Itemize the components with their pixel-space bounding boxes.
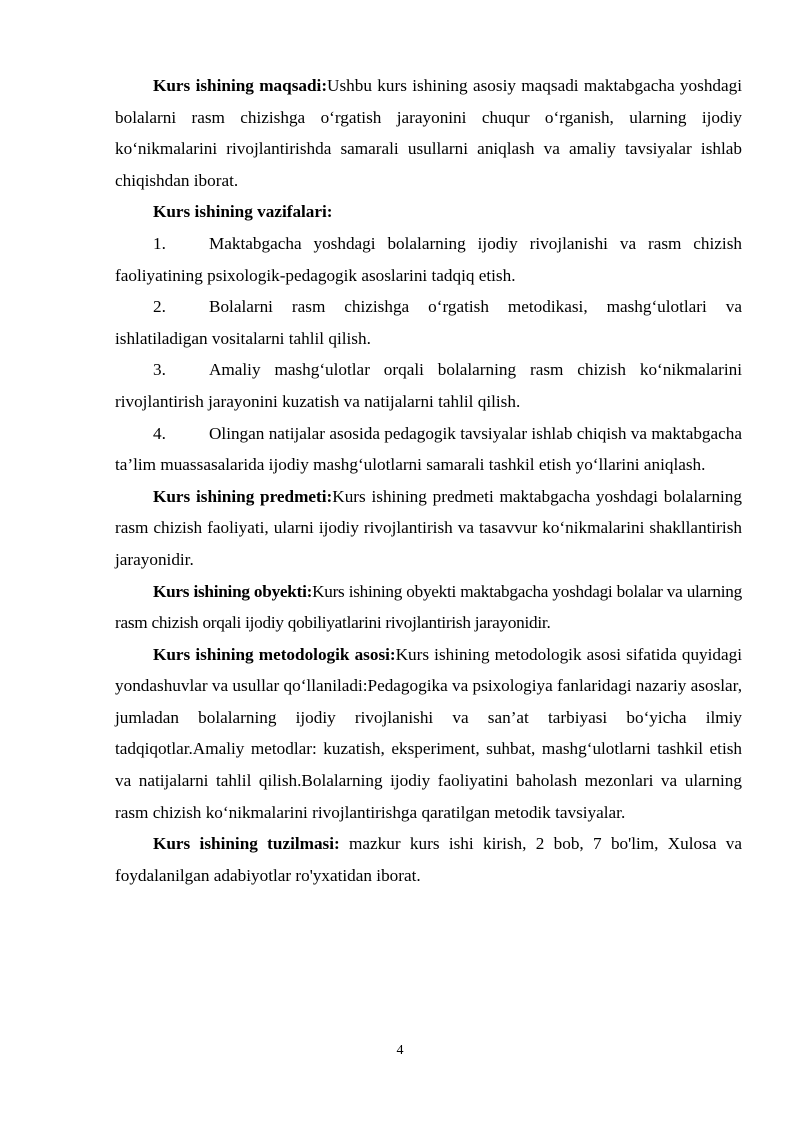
task-number: 3. (153, 360, 166, 380)
task-number: 4. (153, 423, 166, 443)
task-number: 2. (153, 297, 166, 317)
task-item-4 (115, 418, 742, 481)
structure-paragraph (115, 828, 742, 891)
tasks-heading-paragraph (115, 196, 742, 228)
task-item-1 (115, 228, 742, 291)
subject-heading: Kurs ishining predmeti: (153, 486, 333, 506)
task-item-3 (115, 354, 742, 417)
goal-paragraph (115, 70, 742, 196)
tasks-heading: Kurs ishining vazifalari: (153, 202, 333, 222)
object-heading: Kurs ishining obyekti: (153, 581, 313, 601)
task-text: Amaliy mashg‘ulotlar orqali bolalarning rasm chizish ko‘nikmalarini rivojlantirish jarayonini kuzatish va natijalarni tahlil qilish. (115, 360, 742, 411)
page-number: 4 (396, 1043, 404, 1058)
goal-text: Ushbu kurs ishining asosiy maqsadi maktabgacha yoshdagi bolalarni rasm chizishga o‘rgatish jarayonini chuqur o‘rganish, ularning ijodiy ko‘nikmalarini rivojlantirishda samarali usullarni aniqlash va amaliy tavsiyalar ishlab chiqishdan iborat. (115, 76, 742, 190)
methodology-heading: Kurs ishining metodologik asosi: (153, 644, 396, 664)
goal-heading: Kurs ishining maqsadi: (153, 76, 328, 95)
task-item-2 (115, 291, 742, 354)
task-text: Olingan natijalar asosida pedagogik tavsiyalar ishlab chiqish va maktabgacha ta’lim muassasalarida ijodiy mashg‘ulotlarni samarali tashkil etish yo‘llarini aniqlash. (115, 423, 742, 475)
structure-heading: Kurs ishining tuzilmasi: (153, 834, 340, 854)
methodology-paragraph (115, 639, 742, 829)
methodology-text: Kurs ishining metodologik asosi sifatida quyidagi yondashuvlar va usullar qo‘llaniladi:Pedagogika va psixologiya fanlaridagi nazariy asoslar, jumladan bolalarning ijodiy rivojlanishi va san’at tarbiyasi bo‘yicha ilmiy tadqiqotlar.Amaliy metodlar: kuzatish, eksperiment, suhbat, mashg‘ulotlarni tashkil etish va natijalarni tahlil qilish.Bolalarning ijodiy faoliyatini baholash mezonlari va ularning rasm chizish ko‘nikmalarini rivojlantirishga qaratilgan metodik tavsiyalar. (115, 644, 742, 822)
task-number: 1. (153, 233, 166, 253)
object-text: Kurs ishining obyekti maktabgacha yoshdagi bolalar va ularning rasm chizish orqali ijodiy qobiliyatlarini rivojlantirish jarayonidir. (115, 581, 742, 633)
object-paragraph (115, 576, 742, 639)
subject-paragraph (115, 481, 742, 576)
task-text: Bolalarni rasm chizishga o‘rgatish metodikasi, mashg‘ulotlari va ishlatiladigan vositalarni tahlil qilish. (115, 297, 742, 348)
structure-text: mazkur kurs ishi kirish, 2 bob, 7 bo'lim, Xulosa va foydalanilgan adabiyotlar ro'yxatidan iborat. (115, 834, 742, 885)
task-text: Maktabgacha yoshdagi bolalarning ijodiy rivojlanishi va rasm chizish faoliyatining psixologik-pedagogik asoslarini tadqiq etish. (115, 233, 742, 285)
subject-text: Kurs ishining predmeti maktabgacha yoshdagi bolalarning rasm chizish faoliyati, ularni ijodiy rivojlantirish va tasavvur ko‘nikmalarini shakllantirish jarayonidir. (115, 486, 742, 569)
document-page (115, 70, 742, 891)
